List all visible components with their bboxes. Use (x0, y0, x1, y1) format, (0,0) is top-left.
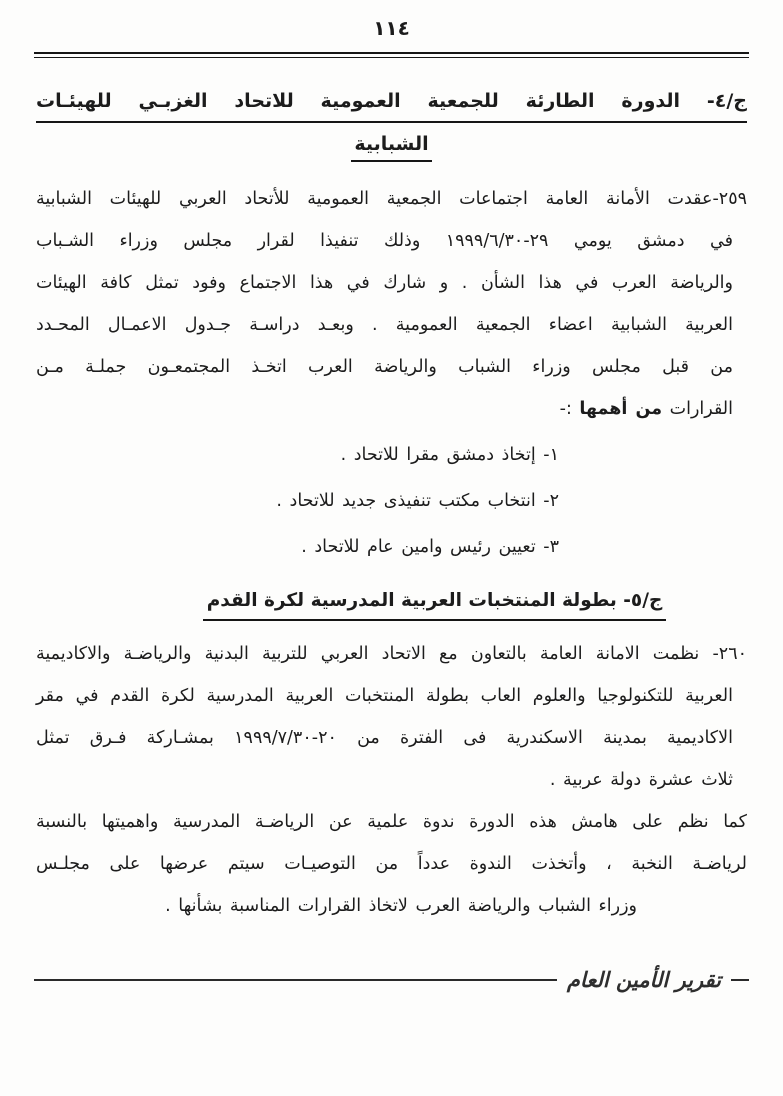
decision-item-1: ١- إتخاذ دمشق مقرا للاتحاد . (340, 445, 559, 465)
section-5-heading: ج/٥- بطولة المنتخبات العربية المدرسية لكرة القدم (203, 588, 667, 621)
paragraph-260-line-1: ٢٦٠- نظمت الامانة العامة بالتعاون مع الاتحاد العربي للتربية البدنية والرياضـة والاكاديمية (36, 644, 747, 664)
section-5-heading-row (36, 588, 747, 621)
paragraph-260-line-3: الاكاديمية بمدينة الاسكندرية فى الفترة من ٢٠-١٩٩٩/٧/٣٠ بمشـاركة فـرق تمثل (36, 728, 733, 748)
paragraph-259-line-1: ٢٥٩-عقدت الأمانة العامة اجتماعات الجمعية العمومية للأتحاد العربي للهيئات الشبابية (36, 189, 747, 209)
footer-right-dash (731, 979, 749, 981)
paragraph-259-line-6 (36, 388, 747, 430)
paragraph-259 (36, 178, 747, 430)
footer (34, 967, 749, 992)
paragraph-260-line-5: كما نظم على هامش هذه الدورة ندوة علمية عن الرياضـة المدرسية واهميتها بالنسبة (36, 812, 747, 832)
decisions-lead-in-bold: من أهمها (579, 399, 663, 419)
paragraph-259-line-4: العربية الشبابية اعضاء الجمعية العمومية . وبعـد دراسـة جـدول الاعمـال المحـدد (36, 315, 733, 335)
decisions-lead-in: القرارات (662, 399, 733, 419)
paragraph-259-line-5: من قبل مجلس وزراء الشباب والرياضة العرب اتخـذ المجتمعـون جملـة مـن (36, 357, 733, 377)
section-4-heading (36, 86, 747, 162)
paragraph-259-line-2: في دمشق يومي ٢٩-١٩٩٩/٦/٣٠ وذلك تنفيذا لقرار مجلس وزراء الشـباب (36, 231, 733, 251)
paragraph-260 (36, 633, 747, 927)
footer-signature: تقرير الأمين العام (566, 967, 721, 992)
decisions-lead-in-punct: :- (559, 399, 580, 419)
footer-rule (34, 979, 557, 981)
header-double-rule (34, 52, 749, 58)
paragraph-260-line-7: وزراء الشباب والرياضة العرب لاتخاذ القرارات المناسبة بشأنها . (165, 896, 637, 916)
page-number: ١١٤ (373, 16, 410, 40)
section-4-heading-line-2: الشبابية (351, 132, 431, 162)
paragraph-260-line-6: لرياضـة النخبة ، وأتخذت الندوة عدداً من التوصيـات سيتم عرضها على مجلـس (36, 854, 747, 874)
section-4-heading-line-1: ج/٤- الدورة الطارئة للجمعية العمومية للاتحاد الغزبـي للهيئـات (36, 86, 747, 123)
decisions-list (36, 432, 747, 570)
decision-item-2: ٢- انتخاب مكتب تنفيذى جديد للاتحاد . (276, 491, 559, 511)
decision-item-3: ٣- تعيين رئيس وامين عام للاتحاد . (301, 537, 559, 557)
section-4-heading-line-2-row (36, 132, 747, 162)
paragraph-260-line-2: العربية للتكنولوجيا والعلوم العاب بطولة المنتخبات العربية المدرسية لكرة القدم في مقر (36, 686, 733, 706)
paragraph-260-line-4: ثلاث عشرة دولة عربية . (549, 770, 733, 790)
paragraph-259-line-3: والرياضة العرب في هذا الشأن . و شارك في هذا الاجتماع وفود تمثل كافة الهيئات (36, 273, 733, 293)
